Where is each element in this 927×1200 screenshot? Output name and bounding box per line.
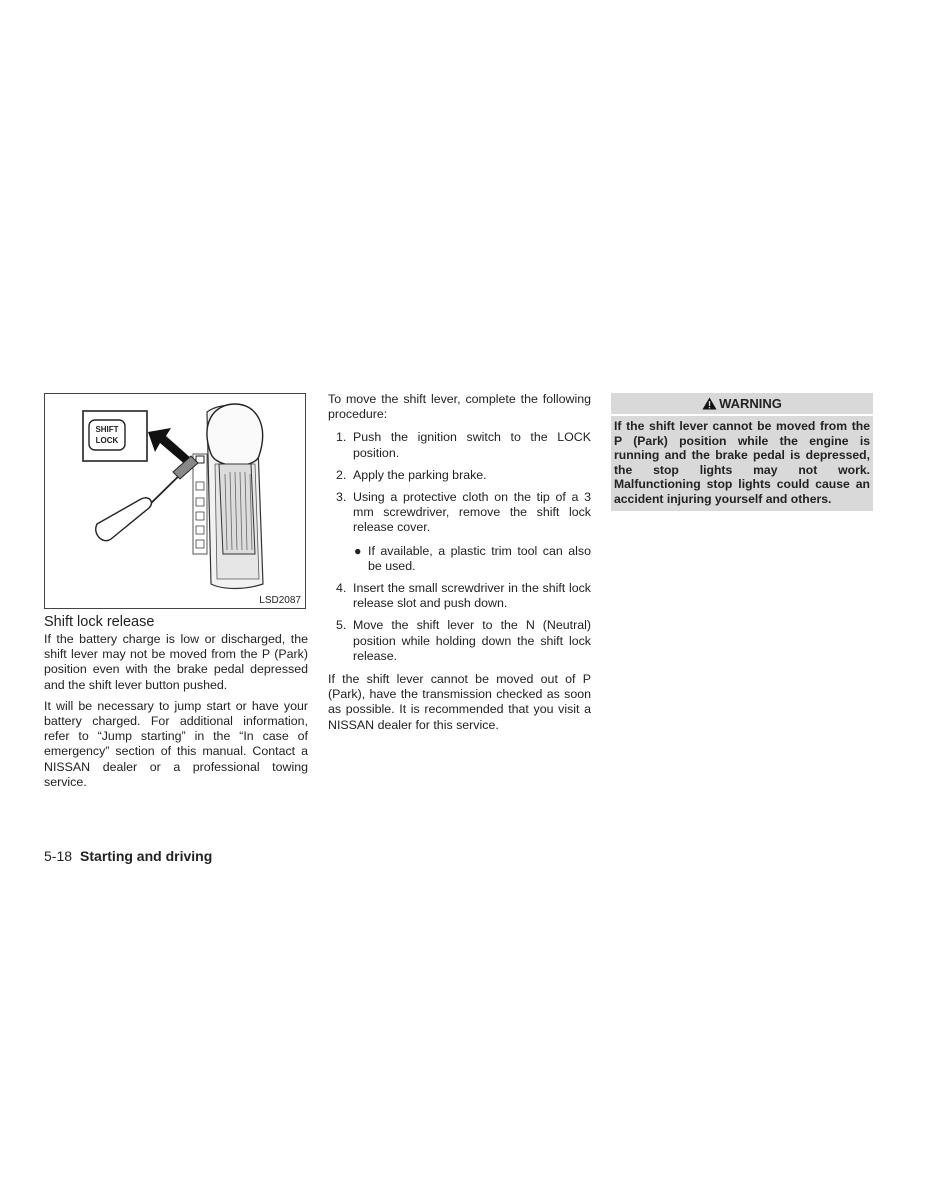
procedure-closing: If the shift lever cannot be moved out of P (Park), have the transmission checked as soon as possible. It is recommended that you visit a NISSAN dealer for this service.: [328, 672, 591, 732]
step-text: Move the shift lever to the N (Neutral) position while holding down the shift lock release.: [353, 618, 591, 663]
list-item: [328, 618, 591, 664]
step-number: 1.: [336, 430, 347, 445]
step-number: 3.: [336, 490, 347, 505]
middle-column: [328, 392, 591, 741]
bullet-icon: ●: [354, 543, 362, 558]
warning-text: If the shift lever cannot be moved from the P (Park) position while the engine is running and the brake pedal is depressed, the stop lights may not work. Malfunctioning stop lights could cause an accident injuring yourself and others.: [611, 416, 873, 511]
list-item: [328, 468, 591, 483]
procedure-intro: To move the shift lever, complete the following procedure:: [328, 392, 591, 422]
step-number: 5.: [336, 618, 347, 633]
step-number: 2.: [336, 467, 347, 482]
step-text: Apply the parking brake.: [353, 467, 487, 482]
bullet-note: [328, 544, 591, 574]
warning-title: WARNING: [719, 395, 782, 411]
step-text: Push the ignition switch to the LOCK position.: [353, 430, 591, 460]
procedure-steps-continued: [328, 581, 591, 664]
left-column: [44, 393, 308, 796]
step-text: Using a protective cloth on the tip of a 3 mm screwdriver, remove the shift lock release cover.: [353, 490, 591, 535]
page-number: 5-18: [44, 848, 73, 864]
list-item: [328, 490, 591, 536]
callout-label-line2: LOCK: [95, 436, 119, 445]
paragraph: It will be necessary to jump start or have your battery charged. For additional information, refer to “Jump starting” in the “In case of emergency” section of this manual. Contact a NISSAN dealer or a professional towing service.: [44, 698, 308, 789]
paragraph: If the battery charge is low or discharged, the shift lever may not be moved from the P (Park) position even with the brake pedal depressed and the shift lever button pushed.: [44, 632, 308, 692]
procedure-steps: [328, 430, 591, 535]
figure-code: LSD2087: [259, 595, 301, 606]
shift-lock-illustration: [44, 393, 306, 609]
footer-section-title: Starting and driving: [80, 848, 213, 864]
page-footer: [44, 847, 212, 865]
section-heading: Shift lock release: [44, 614, 155, 630]
right-column: [611, 393, 873, 511]
list-item: [328, 430, 591, 460]
list-item: [328, 581, 591, 611]
callout-label-line1: SHIFT: [95, 425, 119, 434]
warning-header: [611, 393, 873, 414]
warning-triangle-icon: [702, 397, 717, 410]
step-text: Insert the small screwdriver in the shift lock release slot and push down.: [353, 581, 591, 611]
shift-lever-drawing: [45, 394, 305, 608]
bullet-text: If available, a plastic trim tool can also be used.: [368, 543, 591, 573]
step-number: 4.: [336, 581, 347, 596]
